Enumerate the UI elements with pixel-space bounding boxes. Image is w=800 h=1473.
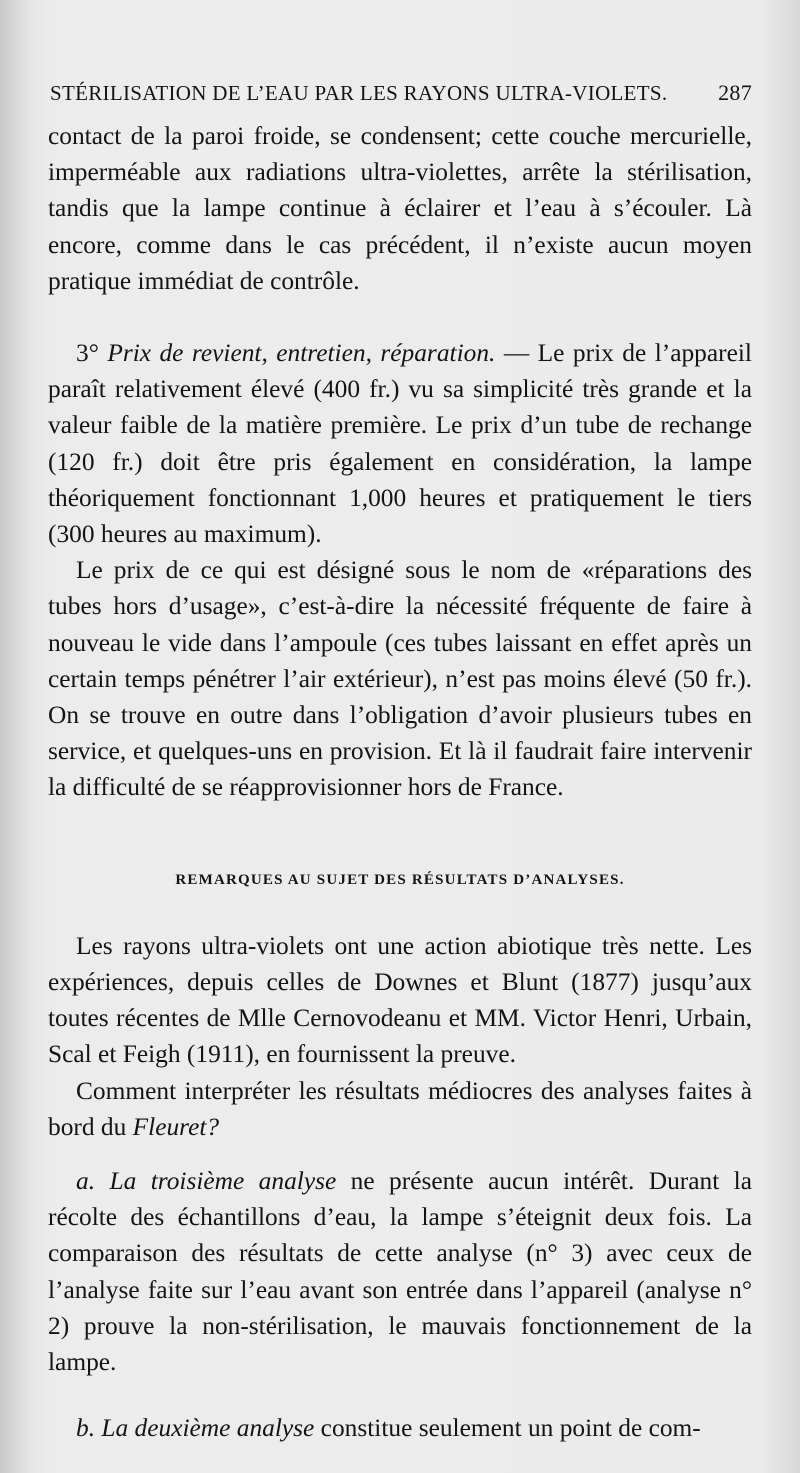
paragraph-italic-heading: La troisième analyse	[109, 1167, 337, 1196]
ship-name: Fleuret?	[132, 1112, 220, 1141]
paragraph-question	[48, 1073, 752, 1145]
paragraph-italic-heading: Prix de revient, entretien, réparation.	[107, 339, 496, 368]
paragraph-continuation: contact de la paroi froide, se condensent; cette couche mercurielle, imperméable aux radiations ultra-violettes, arrête la stérilisation, tandis que la lampe continue à éclairer et l’eau à s’écouler. Là encore, comme dans le cas précédent, il n’existe aucun moyen pratique immédiat de contrôle.	[48, 122, 752, 295]
body-text	[48, 118, 752, 1447]
paragraph-text: constitue seulement un point de com-	[314, 1414, 701, 1443]
paragraph-cost	[48, 335, 752, 552]
page-number: 287	[718, 80, 752, 105]
running-title: STÉRILISATION DE L’EAU PAR LES RAYONS ULTRA-VIOLETS.	[50, 81, 668, 105]
section-heading: REMARQUES AU SUJET DES RÉSULTATS D’ANALYSES.	[175, 871, 625, 888]
paragraph-repairs: Le prix de ce qui est désigné sous le nom de «réparations des tubes hors d’usage», c’est-à-dire la nécessité fréquente de faire à nouveau le vide dans l’ampoule (ces tubes laissant en effet après un certain temps pénétrer l’air extérieur), n’est pas moins élevé (50 fr.). On se trouve en outre dans l’obligation d’avoir plusieurs tubes en service, et quelques-uns en provision. Et là il faudrait faire intervenir la difficulté de se réapprovisionner hors de France.	[48, 556, 752, 802]
paragraph-lead: b.	[76, 1414, 102, 1443]
paragraph-lead: 3°	[76, 339, 108, 368]
paragraph-second-analysis	[48, 1410, 752, 1446]
paragraph-lead: a.	[76, 1167, 110, 1196]
paragraph-text: Comment interpréter les résultats médiocres des analyses faites à bord du	[48, 1076, 752, 1141]
paragraph-italic-heading: La deuxième analyse	[101, 1414, 315, 1443]
paragraph-ultraviolet: Les rayons ultra-violets ont une action abiotique très nette. Les expériences, depuis celles de Downes et Blunt (1877) jusqu’aux toutes récentes de Mlle Cernovodeanu et MM. Victor Henri, Urbain, Scal et Feigh (1911), en fournissent la preuve.	[48, 931, 752, 1069]
paragraph-third-analysis	[48, 1163, 752, 1380]
running-head	[50, 80, 752, 106]
paragraph-text: ne présente aucun intérêt. Durant la récolte des échantillons d’eau, la lampe s’éteignit deux fois. La comparaison des résultats de cette analyse (n° 3) avec ceux de l’analyse faite sur l’eau avant son entrée dans l’appareil (analyse n° 2) prouve la non-stérilisation, le mauvais fonctionnement de la lampe.	[48, 1167, 752, 1377]
paragraph-text: — Le prix de l’appareil paraît relativement élevé (400 fr.) vu sa simplicité très grande et la valeur faible de la matière première. Le prix d’un tube de rechange (120 fr.) doit être pris également en considération, la lampe théoriquement fonctionnant 1,000 heures et pratiquement le tiers (300 heures au maximum).	[48, 339, 752, 549]
